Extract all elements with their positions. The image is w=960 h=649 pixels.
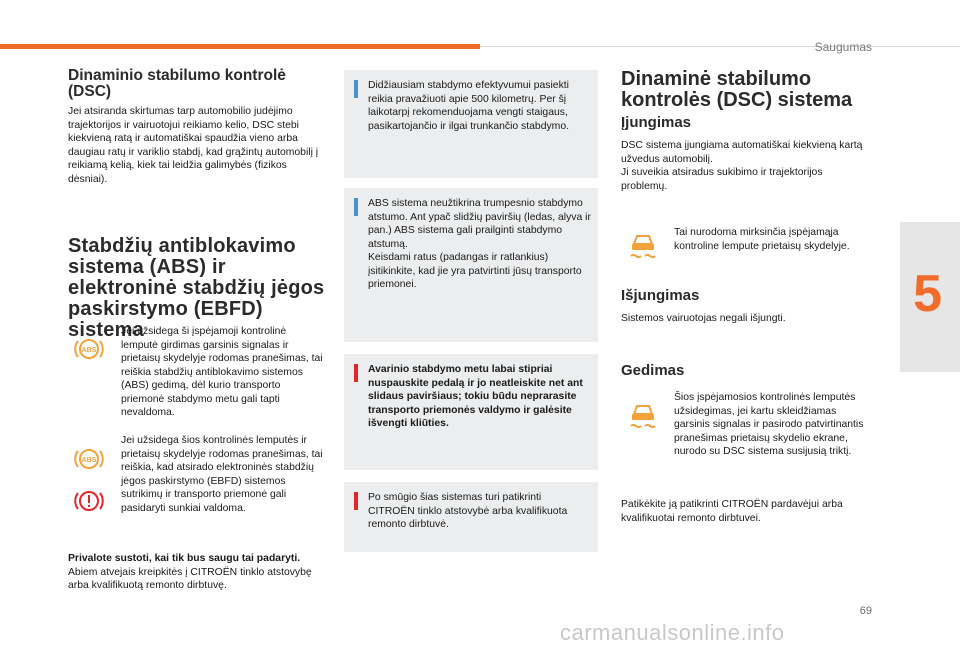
abs-icon-label: ABS <box>81 347 97 354</box>
dsc-skid-icon <box>626 228 660 264</box>
warning-box-impact <box>344 482 598 552</box>
brake-warning-icon <box>72 488 106 514</box>
warning-icon <box>354 492 358 510</box>
abs-warning-text: Jei užsidega ši įspėjamoji kontrolinė lemputė girdimas garsinis signalas ir prietaisų skydelyje rodomas pranešimas, tai reiškia stabdžių antiblokavimo sistemos (ABS) gedimą, dėl kurio transporto priemonė stabdymo metu gali tapti nevaldoma. <box>121 326 323 418</box>
abs-warning-icon <box>72 336 106 362</box>
dsc-system-heading: Dinaminė stabilumo kontrolės (DSC) sistema <box>621 68 853 111</box>
svg-text:ABS: ABS <box>81 457 97 464</box>
stop-instruction-text: Abiem atvejais kreipkitės į CITROËN tinklo atstovybę arba kvalifikuotą remonto dirbtuvę. <box>68 566 312 591</box>
stop-instruction-bold: Privalote sustoti, kai tik bus saugu tai padaryti. <box>68 553 301 564</box>
warning-box-emergency-text: Avarinio stabdymo metu labai stipriai nuspauskite pedalą ir jo neatleiskite net ant slidaus paviršiaus; tokiu būdu neprarasite transporto priemonės valdymo ir galėsite išvengti kliūties. <box>368 364 583 429</box>
fault-icon-text: Šios įspėjamosios kontrolinės lemputės užsidegimas, jei kartu skleidžiamas garsinis signalas ir pasirodo patvirtinantis pranešimas prietaisų skydelio ekrane, nurodo su DSC sistema susijusią triktį. <box>674 392 864 457</box>
deactivation-heading: Išjungimas <box>621 287 700 304</box>
dsc-paragraph: Jei atsiranda skirtumas tarp automobilio judėjimo trajektorijos ir vairuotojui reikiamo kelio, DSC stebi kiekvieną ratą ir automatiškai spaudžia vieno arba daugiau ratų ir variklio stabdį, kad grąžintų automobilį į reikiamą kelią, kiek tai leidžia galimybės (fizikos dėsniai). <box>68 106 319 185</box>
activation-heading: Įjungimas <box>621 114 692 131</box>
warning-box-emergency <box>344 354 598 470</box>
activation-icon-text: Tai nurodoma mirksinčia įspėjamąja kontroline lempute prietaisų skydelyje. <box>674 227 850 252</box>
info-icon <box>354 198 358 216</box>
section-title: Saugumas <box>814 40 872 54</box>
deactivation-text: Sistemos vairuotojas negali išjungti. <box>621 313 786 324</box>
dsc-heading: Dinaminio stabilumo kontrolė (DSC) <box>68 67 286 100</box>
header-rule <box>480 46 960 47</box>
watermark: carmanualsonline.info <box>560 620 785 645</box>
info-icon <box>354 80 358 98</box>
info-box-running-in-text: Didžiausiam stabdymo efektyvumui pasiekti reikia pravažiuoti apie 500 kilometrų. Per šį laikotarpį rekomenduojama vengti staigaus, pasikartojančio ir ilgai trunkančio stabdymo. <box>368 80 569 132</box>
abs-heading: Stabdžių antiblokavimo sistema (ABS) ir elektroninė stabdžių jėgos paskirstymo (EBFD) sistema <box>68 235 325 341</box>
info-box-abs <box>344 188 598 342</box>
header-accent-bar <box>0 44 480 49</box>
stop-instruction <box>68 552 330 593</box>
chapter-number: 5 <box>913 265 942 323</box>
page-number: 69 <box>859 605 872 617</box>
info-box-running-in <box>344 70 598 178</box>
fault-heading: Gedimas <box>621 362 685 379</box>
activation-text: DSC sistema įjungiama automatiškai kiekvieną kartą užvedus automobilį. Ji suveikia atsiradus sukibimo ir trajektorijos problemų. <box>621 140 863 192</box>
warning-box-impact-text: Po smūgio šias sistemas turi patikrinti CITROËN tinklo atstovybė arba kvalifikuota remonto dirbtuvė. <box>368 492 568 530</box>
ebfd-warning-text: Jei užsidega šios kontrolinės lemputės ir prietaisų skydelyje rodomas pranešimas, tai reiškia, kad atsirado elektroninės stabdžių jėgos paskirstymo (EBFD) sistemos sutrikimų ir transporto priemonė gali pasidaryti sunkiai valdoma. <box>121 435 323 514</box>
dsc-fault-icon <box>626 398 660 434</box>
abs-warning-icon-2 <box>72 446 106 472</box>
warning-icon <box>354 364 358 382</box>
fault-text: Patikėkite ją patikrinti CITROËN pardavėjui arba kvalifikuotai remonto dirbtuvei. <box>621 499 843 524</box>
info-box-abs-text: ABS sistema neužtikrina trumpesnio stabdymo atstumo. Ant ypač slidžių paviršių (ledas, alyva ir pan.) ABS sistema gali prailginti stabdymo atstumą. Keisdami ratus (padangas ir ratlankius) įsitikinkite, kad jie yra patvirtinti jūsų transporto priemonei. <box>368 198 591 290</box>
